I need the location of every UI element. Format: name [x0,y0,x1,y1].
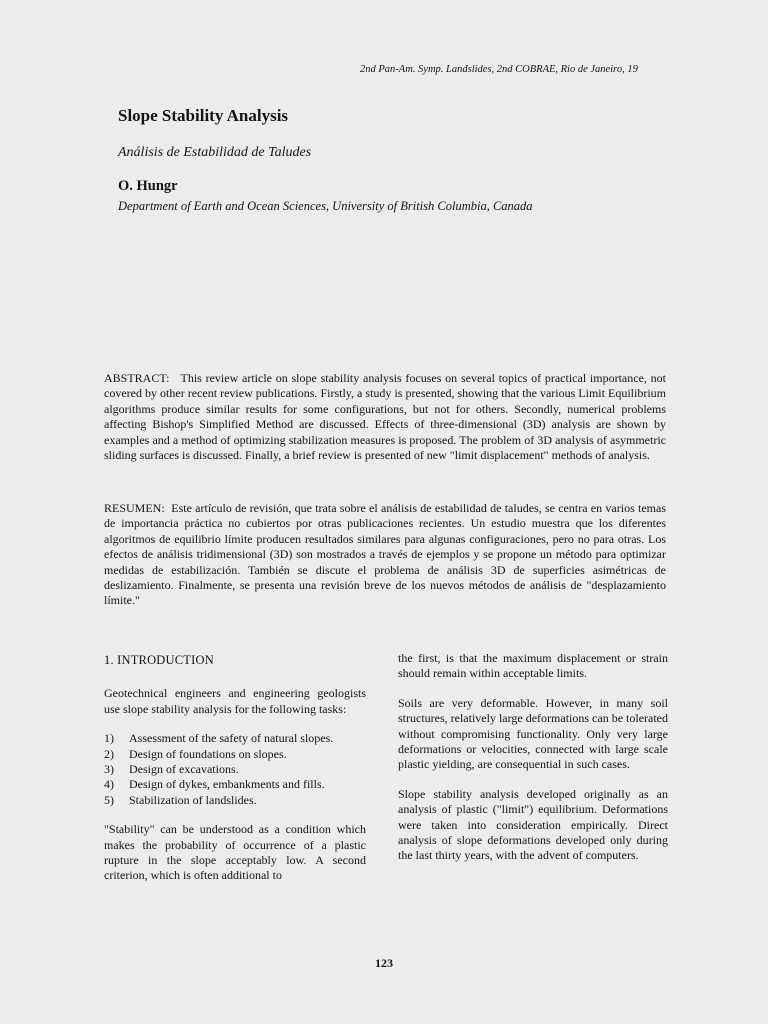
list-item-text: Design of foundations on slopes. [129,746,287,761]
list-item-number: 4) [104,777,114,792]
intro-paragraph-5: Slope stability analysis developed originally as an analysis of plastic ("limit") equilibrium. Deformations were taken into consideration empirically. Direct analysis of slope deformations developed only during the last thirty years, with the advent of computers. [398,786,668,863]
author-affiliation: Department of Earth and Ocean Sciences, University of British Columbia, Canada [118,199,533,213]
abstract-label: ABSTRACT: [104,371,170,385]
section-heading: 1. INTRODUCTION [104,653,214,667]
intro-paragraph-1: Geotechnical engineers and engineering geologists use slope stability analysis for the following tasks: [104,686,366,716]
list-item-text: Stabilization of landslides. [129,792,257,807]
list-item [104,793,366,808]
list-item-text: Design of dykes, embankments and fills. [129,777,325,792]
list-item-text: Design of excavations. [129,762,239,777]
list-item-number: 3) [104,762,114,777]
list-item-text: Assessment of the safety of natural slopes. [129,731,334,746]
resumen-label: RESUMEN: [104,501,165,515]
list-item [104,777,366,792]
paper-subtitle: Análisis de Estabilidad de Taludes [118,145,312,160]
intro-paragraph-4: Soils are very deformable. However, in many soil structures, relatively large deformations can be tolerated without compromising functionality. Only very large deformations or velocities, connected with large scale plastic yielding, are consequential in such cases. [398,695,668,772]
paper-title: Slope Stability Analysis [118,106,289,125]
task-list [104,731,366,808]
left-column [104,653,366,898]
abstract-text: This review article on slope stability analysis focuses on several topics of practical importance, not covered by other recent review publications. Firstly, a study is presented, showing that the various Limit Equilibrium algorithms produce similar results for some configurations, but not for others. Secondly, numerical problems affecting Bishop's Simplified Method are discussed. Effects of three-dimensional (3D) analysis are shown by examples and a method of optimizing stabilization measures is proposed. The problem of 3D analysis of asymmetric sliding surfaces is discussed. Finally, a brief review is presented of new "limit displacement" methods of analysis. [104,371,666,463]
list-item [104,747,366,762]
resumen [104,501,666,609]
intro-paragraph-3: the first, is that the maximum displacement or strain should remain within acceptable limits. [398,651,668,681]
running-head: 2nd Pan-Am. Symp. Landslides, 2nd COBRAE, Rio de Janeiro, 19 [360,64,638,75]
abstract [104,371,666,463]
list-item-number: 2) [104,746,114,761]
resumen-text: Este artículo de revisión, que trata sobre el análisis de estabilidad de taludes, se centra en varios temas de importancia práctica no cubiertos por otras publicaciones recientes. Un estudio muestra que los diferentes algoritmos de equilibrio límite producen resultados similares para algunas configuraciones, pero no para otras. Los efectos de análisis tridimensional (3D) son mostrados a través de ejemplos y se propone un método para optimizar medidas de estabilización. También se discute el problema de análisis 3D de superficies asimétricas de deslizamiento. Finalmente, se presenta una revisión breve de los nuevos métodos de análisis de "desplazamiento límite." [104,501,666,608]
right-column [398,651,668,878]
page-number: 123 [375,956,393,970]
list-item [104,731,366,746]
list-item [104,762,366,777]
list-item-number: 1) [104,731,114,746]
list-item-number: 5) [104,792,114,807]
author-name: O. Hungr [118,178,178,194]
intro-paragraph-2: "Stability" can be understood as a condition which makes the probability of occurrence of a plastic rupture in the slope acceptably low. A second criterion, which is often additional to [104,822,366,883]
